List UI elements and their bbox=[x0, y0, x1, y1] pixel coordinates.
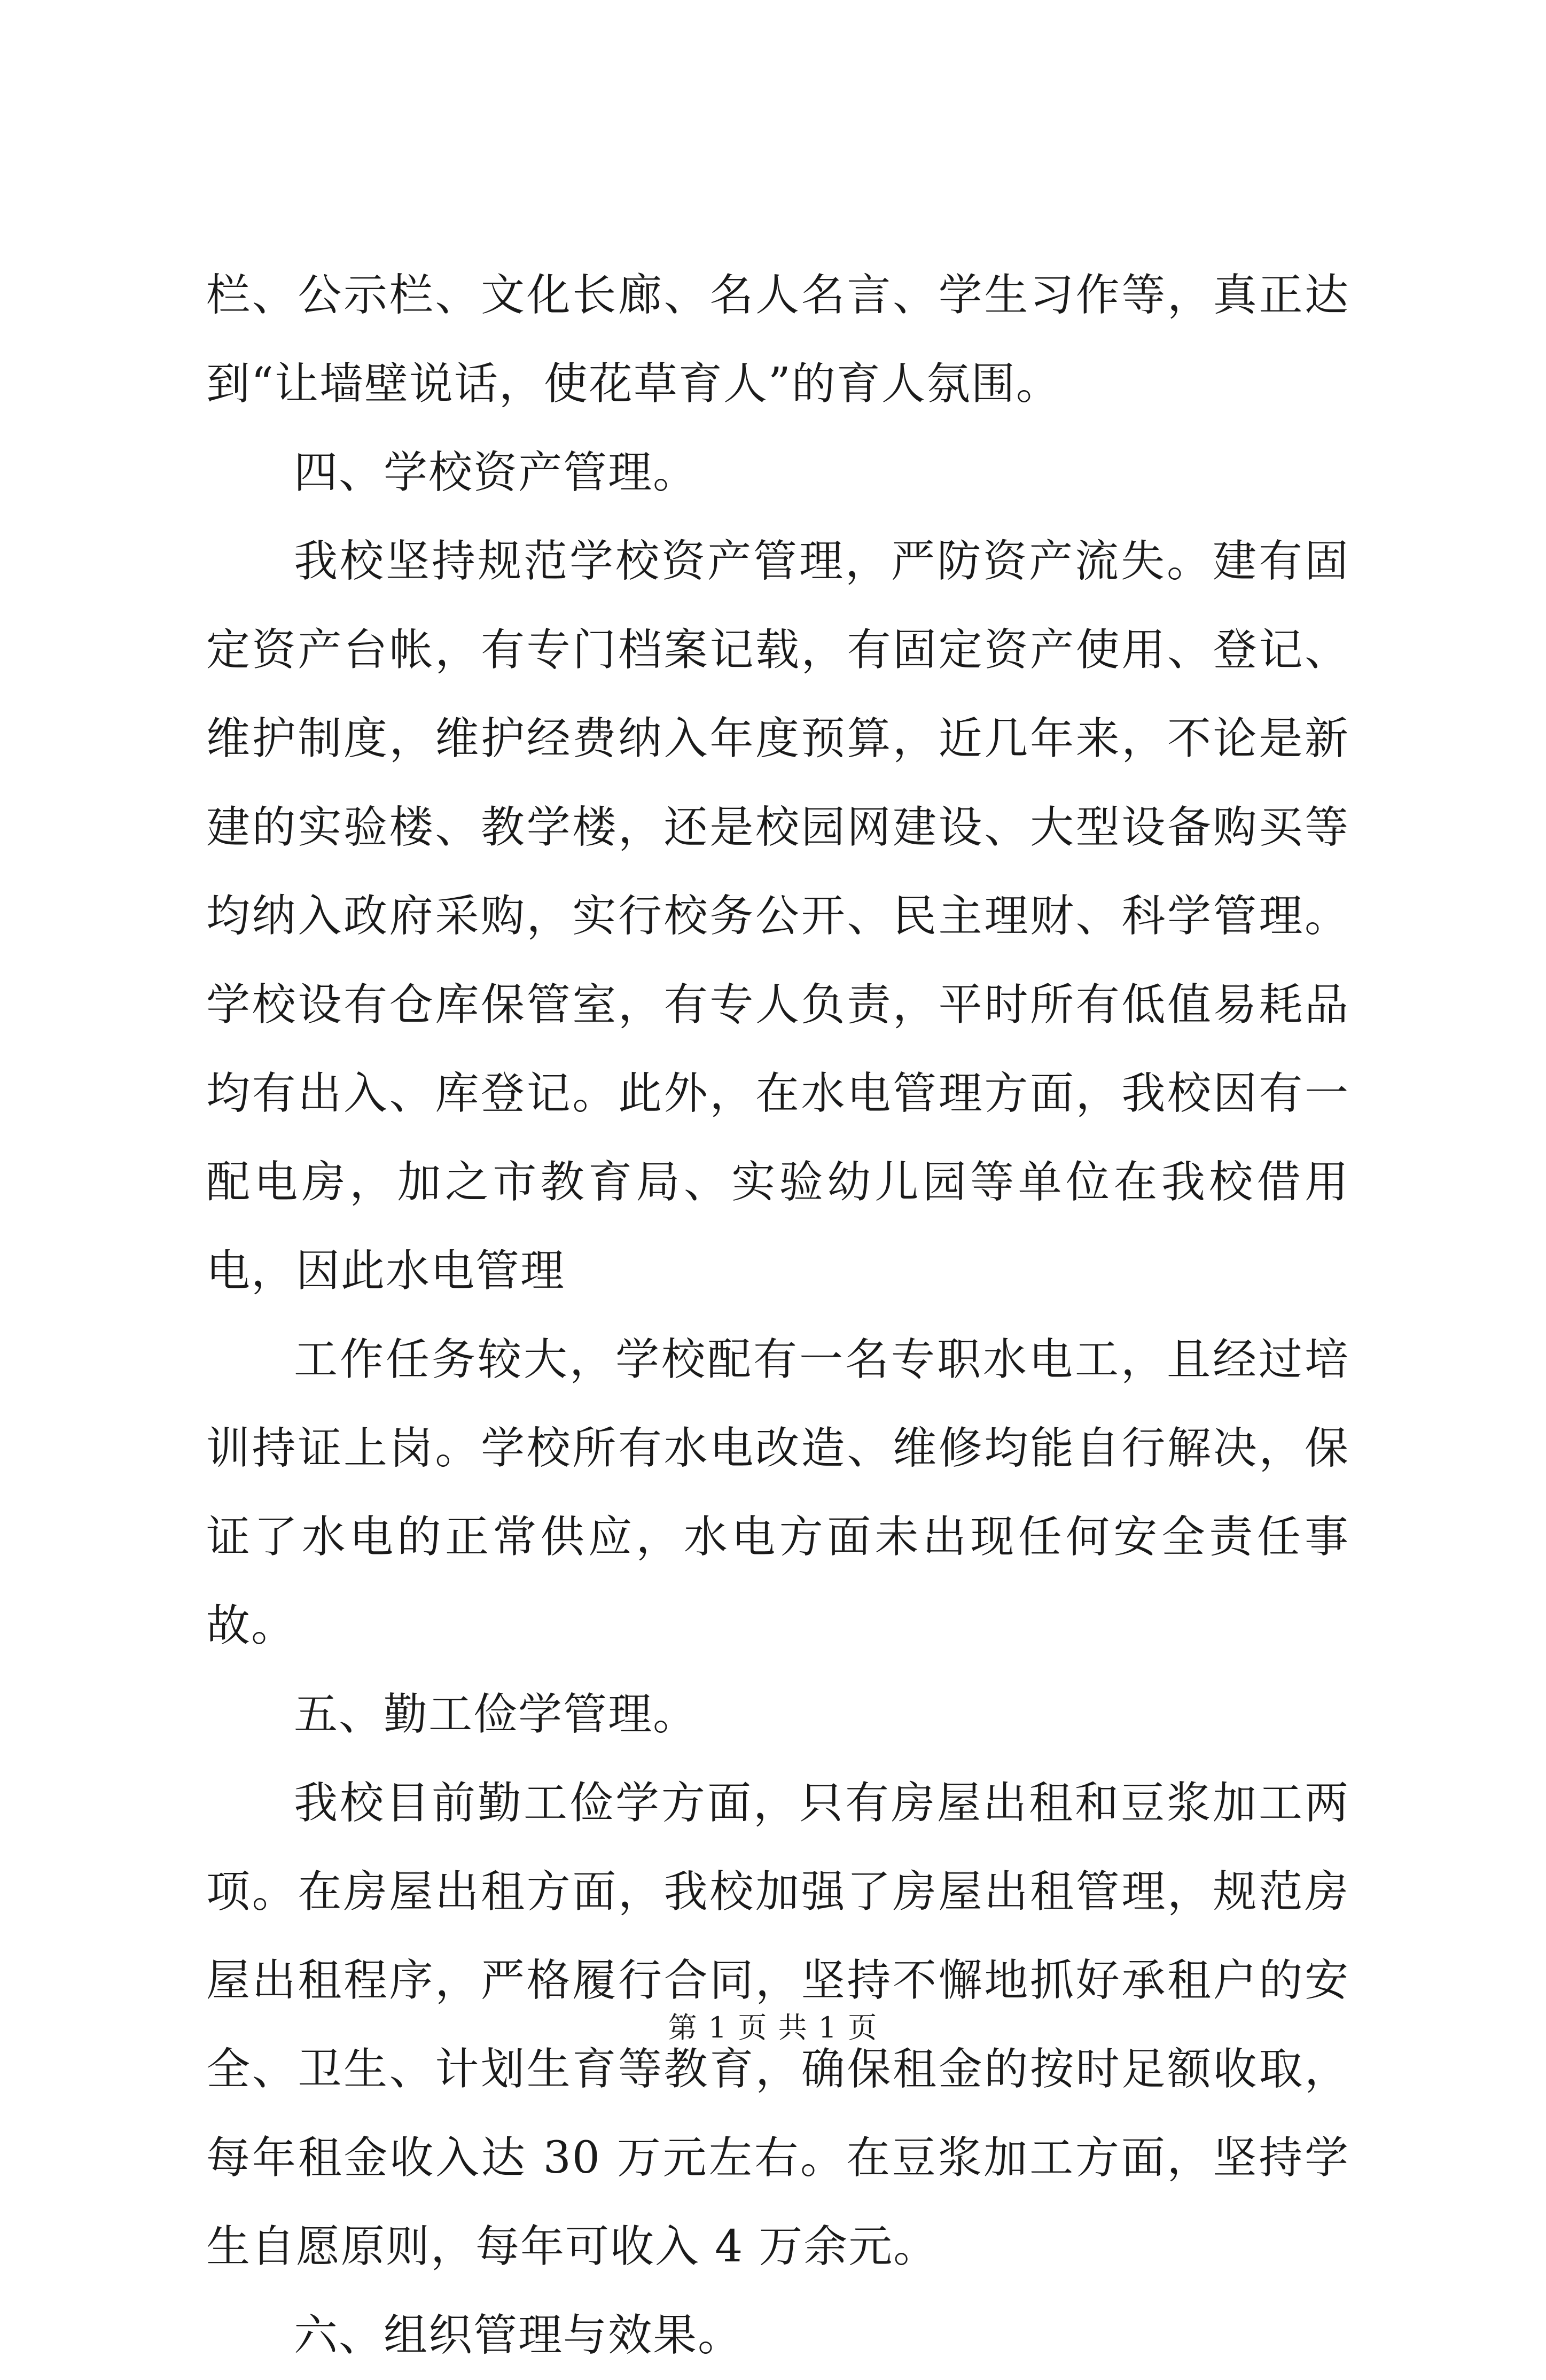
document-body bbox=[206, 251, 1349, 2380]
section-heading-asset-management: 四、学校资产管理。 bbox=[294, 447, 698, 498]
paragraph-work-study: 我校目前勤工俭学方面，只有房屋出租和豆浆加工两项。在房屋出租方面，我校加强了房屋出租管理，规范房屋出租程序，严格履行合同，坚持不懈地抓好承租户的安全、卫生、计划生育等教育，确保租金的按时足额收取，每年租金收入达 30 万元左右。在豆浆加工方面，坚持学生自愿原则，每年可收入 4 万余元。 bbox=[206, 1778, 1349, 2272]
page-number-footer: 第 1 页 共 1 页 bbox=[668, 2011, 878, 2044]
paragraph-utilities: 工作任务较大，学校配有一名专职水电工，且经过培训持证上岗。学校所有水电改造、维修均能自行解决，保证了水电的正常供应，水电方面未出现任何安全责任事故。 bbox=[206, 1334, 1349, 1651]
section-heading-organization: 六、组织管理与效果。 bbox=[294, 2310, 743, 2361]
paragraph-asset-management: 我校坚持规范学校资产管理，严防资产流失。建有固定资产台帐，有专门档案记载，有固定资产使用、登记、维护制度，维护经费纳入年度预算，近几年来，不论是新建的实验楼、教学楼，还是校园网建设、大型设备购买等均纳入政府采购，实行校务公开、民主理财、科学管理。学校设有仓库保管室，有专人负责，平时所有低值易耗品均有出入、库登记。此外，在水电管理方面，我校因有一配电房，加之市教育局、实验幼儿园等单位在我校借用电，因此水电管理 bbox=[206, 536, 1349, 1296]
paragraph-campus-culture: 栏、公示栏、文化长廊、名人名言、学生习作等，真正达到“让墙壁说话，使花草育人”的育人氛围。 bbox=[206, 270, 1349, 409]
section-heading-work-study: 五、勤工俭学管理。 bbox=[294, 1689, 698, 1740]
